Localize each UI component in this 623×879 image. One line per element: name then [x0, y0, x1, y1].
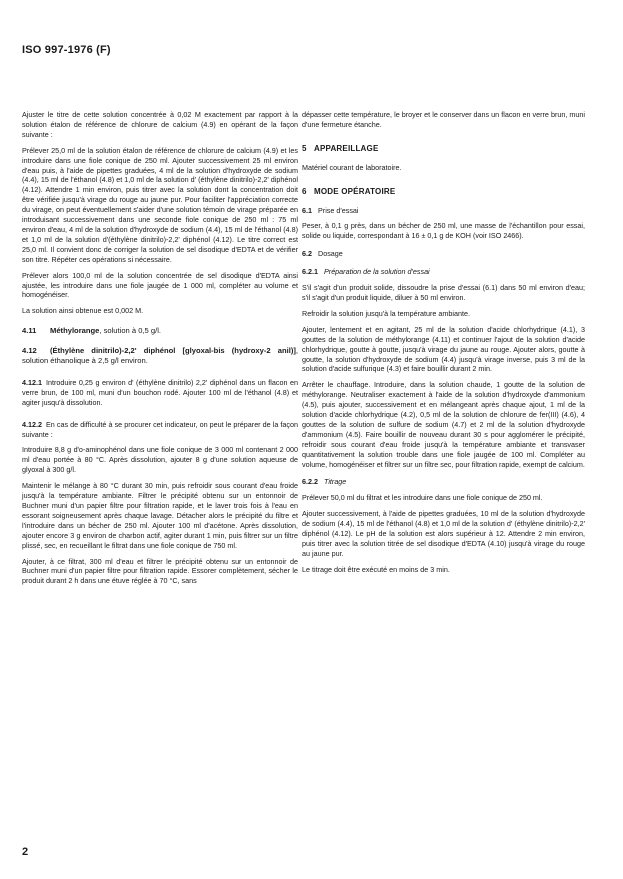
paragraph-4-12-2 — [22, 420, 298, 440]
right-column — [302, 110, 585, 581]
paragraph: Le titrage doit être exécuté en moins de 3 min. — [302, 564, 450, 574]
subsection-6-1-heading — [302, 206, 585, 216]
paragraph: Refroidir la solution jusqu'à la température ambiante. — [302, 308, 470, 318]
subsection-number: 6.2.2 — [302, 477, 318, 487]
page-number: 2 — [22, 846, 29, 858]
paragraph: Ajouter successivement, à l'aide de pipettes graduées, 10 ml de la solution d'hydroxyde de sodium (4.4), 15 ml de l'éthanol (4.8) et 1,0 ml de la solution d' (éthylène dinitrilo)-2,2' diphénol (4.12). Le pH de la solution est alors supérieur à 12. Attendre 2 min environ, puis titrer avec la solution titrée de sel disodique d'EDTA (4.10) jusqu'à virage du rouge au jaune pur. — [302, 509, 585, 558]
paragraph: Matériel courant de laboratoire. — [302, 162, 402, 172]
subsection-number: 6.1 — [302, 205, 312, 215]
heading-rest: , solution éthanolique à 2,5 g/l environ. — [22, 346, 298, 366]
subsection-title: Préparation de la solution d'essai — [324, 267, 430, 277]
heading-number: 4.12 — [22, 346, 37, 356]
subsection-6-2-1-heading — [302, 267, 585, 277]
paragraph: dépasser cette température, le broyer et le conserver dans un flacon en verre brun, muni d'une fermeture étanche. — [302, 110, 585, 129]
paragraph: Ajouter, lentement et en agitant, 25 ml de la solution d'acide chlorhydrique (4.1), 3 gouttes de la solution de méthylorange (4.11) et continuer l'ajout de la solution d'acide chlorhydrique, goutte à goutte, jusqu'à virage du jaune au rouge. Ajouter alors, goutte à goutte, la solution d'hydroxyde de sodium (4.4) jusqu'à virage inverse, puis 3 ml de la solution d'acide sulfurique (4.3) et faire bouillir durant 2 min. — [302, 324, 585, 374]
clause-text: En cas de difficulté à se procurer cet indicateur, on peut le préparer de la façon suivante : — [22, 419, 298, 439]
subsection-number: 6.2.1 — [302, 267, 318, 277]
heading-rest: , solution à 0,5 g/l. — [99, 326, 162, 336]
section-title: APPAREILLAGE — [314, 143, 379, 153]
paragraph: Prélever 25,0 ml de la solution étalon de référence de chlorure de calcium (4.9) et les introduire dans une fiole conique de 250 ml. Ajouter successivement 25 ml environ d'eau puis, à l'aide de pipettes graduées, 4 ml de la solution d'hydroxyde de sodium (4.4), 15 ml de l'éthanol (4.8) et 1,0 ml de la solution d' (éthylène dinitrilo)-2,2' diphénol (4.12). Attendre 1 min environ, puis titrer avec la solution dont la concentration doit être vérifiée jusqu'à virage du rouge au jaune pur. Pour faciliter l'appréciation correcte du virage, on peut éventuellement s'aider d'une solution témoin de virage préparée en introduisant successivement dans une seconde fiole conique de 250 ml : 75 ml environ d'eau, 4 ml de la solution d'hydroxyde de sodium (4.4), 15 ml de l'éthanol (4.8) et 1,0 ml de la solution d'(éthylène dinitrilo)-2,2' diphénol (4.12). Le titre correct est 25,0 ml. Il convient donc de corriger la solution de sel disodique d'EDTA et de vérifier son titre. Répéter ces opérations si nécessaire. — [22, 145, 298, 264]
section-number: 5 — [302, 143, 307, 153]
left-column — [22, 110, 298, 592]
document-header: ISO 997-1976 (F) — [22, 44, 111, 56]
section-6-heading — [302, 187, 585, 197]
clause-number: 4.12.1 — [22, 377, 42, 387]
paragraph: Maintenir le mélange à 80 °C durant 30 min, puis refroidir sous courant d'eau froide jusqu'à la température ambiante. Filtrer le précipité obtenu sur un entonnoir de Buchner muni d'un papier filtre pour filtration rapide, et le laver trois fois à l'eau en essorant soigneusement après chaque lavage. Détacher alors le précipité du filtre et l'introduire dans un bécher de 250 ml. Ajouter 100 ml d'acétone. Après dissolution, ajouter encore 3 g environ de charbon actif, agiter durant 1 min, puis filtrer sur un filtre plissé, sec, en recueillant le filtrat dans une fiole conique de 750 ml. — [22, 481, 298, 550]
paragraph: Ajouter, à ce filtrat, 300 ml d'eau et filtrer le précipité obtenu sur un entonnoir de Buchner muni d'un papier filtre pour filtration rapide. Essorer complètement, sécher le produit durant 2 h dans une étuve réglée à 70 °C, sans — [22, 556, 298, 586]
paragraph: Prélever alors 100,0 ml de la solution concentrée de sel disodique d'EDTA ainsi ajustée, les introduire dans une fiole jaugée de 1 000 ml, compléter au volume et homogénéiser. — [22, 270, 298, 300]
subsection-title: Dosage — [318, 249, 343, 259]
paragraph-4-12-1 — [22, 378, 298, 408]
paragraph: Introduire 8,8 g d'o-aminophénol dans une fiole conique de 3 000 ml contenant 2 000 ml d'eau portée à 80 °C. Après dissolution, ajouter 8 g d'une solution aqueuse de glyoxal à 300 g/l. — [22, 445, 298, 475]
paragraph: Peser, à 0,1 g près, dans un bécher de 250 ml, une masse de l'échantillon pour essai, solide ou liquide, correspondant à 16 ± 0,1 g de KOH (voir ISO 2466). — [302, 221, 585, 241]
clause-number: 4.12.2 — [22, 419, 42, 429]
heading-title: (Éthylène dinitrilo)-2,2' diphénol [glyoxal-bis (hydroxy-2 anil)] — [50, 346, 296, 356]
clause-text: Introduire 0,25 g environ d' (éthylène dinitrilo) 2,2' diphénol dans un flacon en verre brun, de 100 ml, muni d'un bouchon rodé. Ajouter 100 ml de l'éthanol (4.8) et agiter jusqu'à dissolution. — [22, 377, 298, 407]
paragraph: S'il s'agit d'un produit solide, dissoudre la prise d'essai (6.1) dans 50 ml environ d'eau; s'il s'agit d'un produit liquide, diluer à 50 ml environ. — [302, 283, 585, 302]
heading-title: Méthylorange — [50, 326, 100, 336]
paragraph: La solution ainsi obtenue est 0,002 M. — [22, 306, 144, 316]
section-number: 6 — [302, 186, 307, 196]
section-title: MODE OPÉRATOIRE — [314, 186, 396, 196]
paragraph: Prélever 50,0 ml du filtrat et les introduire dans une fiole conique de 250 ml. — [302, 493, 543, 503]
heading-4-12 — [22, 346, 298, 366]
heading-4-11 — [22, 326, 298, 336]
subsection-title: Titrage — [324, 477, 347, 487]
subsection-number: 6.2 — [302, 249, 312, 259]
heading-number: 4.11 — [22, 326, 37, 336]
section-5-heading — [302, 144, 585, 154]
subsection-6-2-2-heading — [302, 477, 585, 487]
subsection-6-2-heading — [302, 249, 585, 259]
subsection-title: Prise d'essai — [318, 205, 359, 215]
paragraph: Ajuster le titre de cette solution concentrée à 0,02 M exactement par rapport à la solution étalon de référence de chlorure de calcium (4.9) en opérant de la façon suivante : — [22, 110, 298, 139]
paragraph: Arrêter le chauffage. Introduire, dans la solution chaude, 1 goutte de la solution de méthylorange. Neutraliser exactement à l'aide de la solution d'hydroxyde d'ammonium (4.5), puis ajouter, successivement et en mélangeant après chaque ajout, 1 ml de la solution d'acide chlorhydrique (4.2), 0,5 ml de la solution de chlorure de fer(III) (4.6), 4 gouttes de la solution de sulfure de sodium (4.7) et 2 ml de la solution d'hydroxyde d'ammonium (4.5). Faire bouillir de nouveau durant 30 s pour agglomérer le précipité, refroidir sous courant d'eau froide jusqu'à la température ambiante et transvaser quantitativement la solution trouble dans une fiole jaugée de 100 ml. Compléter au volume, homogénéiser et filtrer sur un filtre sec, pour filtration rapide, exempt de calcium. — [302, 380, 585, 469]
